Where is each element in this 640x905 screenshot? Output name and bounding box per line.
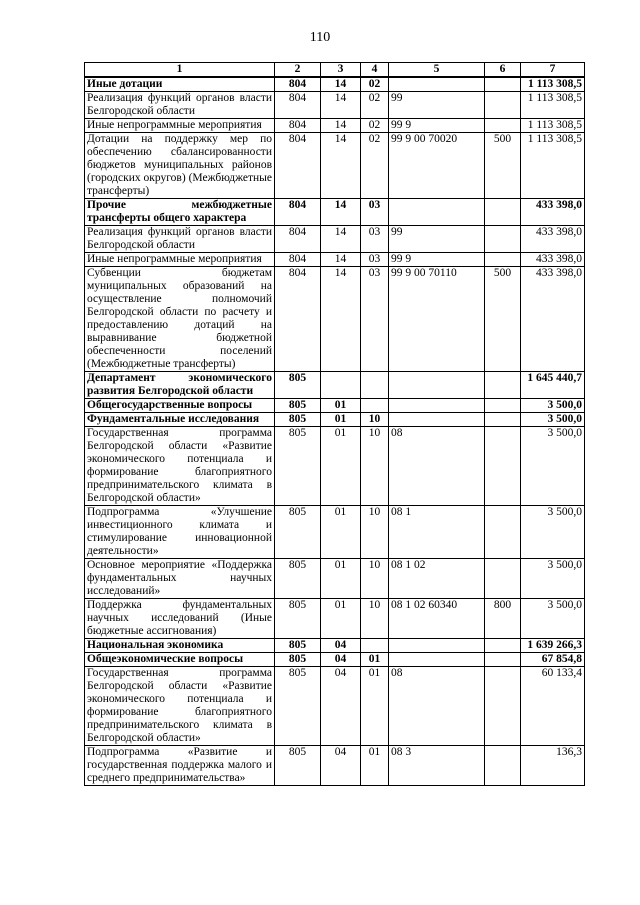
- row-target-article-cell: 99: [389, 226, 485, 253]
- table-row: [85, 653, 585, 667]
- row-section-cell: 14: [321, 92, 361, 119]
- row-amount-cell: 3 500,0: [521, 599, 585, 639]
- row-expense-type-cell: [485, 653, 521, 667]
- row-ved-cell: 804: [275, 199, 321, 226]
- row-expense-type-cell: [485, 119, 521, 133]
- column-header: 4: [361, 63, 389, 78]
- row-subsection-cell: 03: [361, 226, 389, 253]
- row-target-article-cell: [389, 77, 485, 92]
- row-section-cell: 14: [321, 119, 361, 133]
- row-name-cell: Департамент экономического развития Белгородской области: [85, 372, 275, 399]
- row-amount-cell: 1 113 308,5: [521, 77, 585, 92]
- row-subsection-cell: 01: [361, 746, 389, 786]
- row-expense-type-cell: [485, 413, 521, 427]
- column-header-row: [85, 63, 585, 78]
- row-amount-cell: 1 645 440,7: [521, 372, 585, 399]
- row-subsection-cell: 10: [361, 427, 389, 506]
- row-name-cell: Подпрограмма «Улучшение инвестиционного климата и стимулирование инновационной деятельности»: [85, 506, 275, 559]
- row-expense-type-cell: [485, 77, 521, 92]
- row-expense-type-cell: [485, 506, 521, 559]
- row-target-article-cell: 99 9 00 70020: [389, 133, 485, 199]
- row-ved-cell: 805: [275, 599, 321, 639]
- row-name-cell: Иные непрограммные мероприятия: [85, 119, 275, 133]
- row-section-cell: 04: [321, 653, 361, 667]
- row-expense-type-cell: [485, 199, 521, 226]
- column-header: 7: [521, 63, 585, 78]
- row-subsection-cell: [361, 399, 389, 413]
- table-row: [85, 746, 585, 786]
- row-subsection-cell: 03: [361, 267, 389, 372]
- row-subsection-cell: 02: [361, 92, 389, 119]
- row-amount-cell: 1 113 308,5: [521, 119, 585, 133]
- row-expense-type-cell: [485, 253, 521, 267]
- column-header: 2: [275, 63, 321, 78]
- row-expense-type-cell: [485, 226, 521, 253]
- row-ved-cell: 804: [275, 119, 321, 133]
- budget-table-body: [85, 77, 585, 786]
- row-name-cell: Подпрограмма «Развитие и государственная поддержка малого и среднего предпринимательства»: [85, 746, 275, 786]
- row-name-cell: Иные непрограммные мероприятия: [85, 253, 275, 267]
- row-section-cell: 14: [321, 253, 361, 267]
- row-amount-cell: 1 639 266,3: [521, 639, 585, 653]
- row-section-cell: 01: [321, 506, 361, 559]
- row-target-article-cell: 99 9: [389, 119, 485, 133]
- column-header: 1: [85, 63, 275, 78]
- row-name-cell: Поддержка фундаментальных научных исследований (Иные бюджетные ассигнования): [85, 599, 275, 639]
- row-ved-cell: 804: [275, 226, 321, 253]
- row-section-cell: 01: [321, 559, 361, 599]
- row-target-article-cell: 99 9 00 70110: [389, 267, 485, 372]
- row-ved-cell: 804: [275, 133, 321, 199]
- row-name-cell: Основное мероприятие «Поддержка фундаментальных научных исследований»: [85, 559, 275, 599]
- row-ved-cell: 805: [275, 506, 321, 559]
- row-target-article-cell: 08 1: [389, 506, 485, 559]
- table-row: [85, 199, 585, 226]
- row-expense-type-cell: 500: [485, 267, 521, 372]
- table-row: [85, 267, 585, 372]
- row-amount-cell: 3 500,0: [521, 399, 585, 413]
- row-section-cell: 14: [321, 77, 361, 92]
- row-ved-cell: 804: [275, 253, 321, 267]
- table-row: [85, 599, 585, 639]
- row-section-cell: 01: [321, 413, 361, 427]
- row-amount-cell: 60 133,4: [521, 667, 585, 746]
- table-row: [85, 372, 585, 399]
- table-row: [85, 413, 585, 427]
- row-ved-cell: 804: [275, 77, 321, 92]
- row-amount-cell: 3 500,0: [521, 413, 585, 427]
- column-header: 3: [321, 63, 361, 78]
- row-expense-type-cell: [485, 639, 521, 653]
- table-row: [85, 92, 585, 119]
- table-row: [85, 77, 585, 92]
- row-target-article-cell: 99 9: [389, 253, 485, 267]
- row-target-article-cell: [389, 639, 485, 653]
- row-section-cell: 04: [321, 639, 361, 653]
- row-section-cell: [321, 372, 361, 399]
- row-name-cell: Фундаментальные исследования: [85, 413, 275, 427]
- row-section-cell: 01: [321, 399, 361, 413]
- row-subsection-cell: 03: [361, 199, 389, 226]
- row-amount-cell: 67 854,8: [521, 653, 585, 667]
- row-name-cell: Иные дотации: [85, 77, 275, 92]
- row-section-cell: 01: [321, 599, 361, 639]
- row-section-cell: 14: [321, 267, 361, 372]
- row-amount-cell: 136,3: [521, 746, 585, 786]
- row-name-cell: Дотации на поддержку мер по обеспечению сбалансированности бюджетов муниципальных районов (городских округов) (Межбюджетные трансферты): [85, 133, 275, 199]
- row-amount-cell: 3 500,0: [521, 427, 585, 506]
- row-expense-type-cell: [485, 427, 521, 506]
- row-subsection-cell: [361, 639, 389, 653]
- row-expense-type-cell: [485, 92, 521, 119]
- row-subsection-cell: 10: [361, 413, 389, 427]
- row-target-article-cell: 99: [389, 92, 485, 119]
- row-ved-cell: 805: [275, 667, 321, 746]
- row-section-cell: 14: [321, 226, 361, 253]
- row-section-cell: 04: [321, 746, 361, 786]
- row-expense-type-cell: [485, 746, 521, 786]
- row-amount-cell: 1 113 308,5: [521, 133, 585, 199]
- row-target-article-cell: 08 3: [389, 746, 485, 786]
- row-name-cell: Общеэкономические вопросы: [85, 653, 275, 667]
- row-expense-type-cell: [485, 559, 521, 599]
- row-amount-cell: 3 500,0: [521, 506, 585, 559]
- row-expense-type-cell: 500: [485, 133, 521, 199]
- row-expense-type-cell: [485, 667, 521, 746]
- budget-table: [84, 62, 585, 786]
- row-expense-type-cell: 800: [485, 599, 521, 639]
- row-ved-cell: 805: [275, 413, 321, 427]
- row-ved-cell: 805: [275, 372, 321, 399]
- row-target-article-cell: [389, 199, 485, 226]
- table-row: [85, 119, 585, 133]
- row-subsection-cell: 01: [361, 653, 389, 667]
- row-target-article-cell: [389, 372, 485, 399]
- row-section-cell: 04: [321, 667, 361, 746]
- row-subsection-cell: 02: [361, 133, 389, 199]
- row-target-article-cell: [389, 653, 485, 667]
- row-amount-cell: 1 113 308,5: [521, 92, 585, 119]
- row-subsection-cell: 10: [361, 599, 389, 639]
- row-name-cell: Государственная программа Белгородской области «Развитие экономического потенциала и формирование благоприятного предпринимательского климата в Белгородской области»: [85, 667, 275, 746]
- row-target-article-cell: 08 1 02 60340: [389, 599, 485, 639]
- row-target-article-cell: 08 1 02: [389, 559, 485, 599]
- row-section-cell: 14: [321, 199, 361, 226]
- row-ved-cell: 804: [275, 267, 321, 372]
- row-amount-cell: 433 398,0: [521, 253, 585, 267]
- row-ved-cell: 805: [275, 639, 321, 653]
- row-expense-type-cell: [485, 372, 521, 399]
- row-name-cell: Прочие межбюджетные трансферты общего характера: [85, 199, 275, 226]
- row-target-article-cell: 08: [389, 427, 485, 506]
- row-target-article-cell: [389, 399, 485, 413]
- row-subsection-cell: [361, 372, 389, 399]
- table-row: [85, 506, 585, 559]
- row-subsection-cell: 02: [361, 77, 389, 92]
- row-name-cell: Общегосударственные вопросы: [85, 399, 275, 413]
- row-target-article-cell: [389, 413, 485, 427]
- row-ved-cell: 805: [275, 427, 321, 506]
- row-ved-cell: 805: [275, 653, 321, 667]
- table-row: [85, 226, 585, 253]
- row-target-article-cell: 08: [389, 667, 485, 746]
- row-name-cell: Государственная программа Белгородской области «Развитие экономического потенциала и формирование благоприятного предпринимательского климата в Белгородской области»: [85, 427, 275, 506]
- table-row: [85, 133, 585, 199]
- table-row: [85, 667, 585, 746]
- table-row: [85, 639, 585, 653]
- table-row: [85, 427, 585, 506]
- row-ved-cell: 805: [275, 746, 321, 786]
- row-section-cell: 14: [321, 133, 361, 199]
- row-section-cell: 01: [321, 427, 361, 506]
- row-subsection-cell: 10: [361, 506, 389, 559]
- column-header: 6: [485, 63, 521, 78]
- row-subsection-cell: 03: [361, 253, 389, 267]
- row-ved-cell: 805: [275, 559, 321, 599]
- table-row: [85, 559, 585, 599]
- table-row: [85, 253, 585, 267]
- row-ved-cell: 804: [275, 92, 321, 119]
- row-amount-cell: 433 398,0: [521, 267, 585, 372]
- row-ved-cell: 805: [275, 399, 321, 413]
- row-name-cell: Реализация функций органов власти Белгородской области: [85, 92, 275, 119]
- row-amount-cell: 433 398,0: [521, 226, 585, 253]
- column-header: 5: [389, 63, 485, 78]
- row-name-cell: Национальная экономика: [85, 639, 275, 653]
- row-name-cell: Реализация функций органов власти Белгородской области: [85, 226, 275, 253]
- page-number: 110: [309, 30, 331, 45]
- row-expense-type-cell: [485, 399, 521, 413]
- row-amount-cell: 3 500,0: [521, 559, 585, 599]
- row-name-cell: Субвенции бюджетам муниципальных образований на осуществление полномочий Белгородской области по расчету и предоставлению дотаций на выравнивание бюджетной обеспеченности поселений (Межбюджетные трансферты): [85, 267, 275, 372]
- row-subsection-cell: 10: [361, 559, 389, 599]
- row-subsection-cell: 02: [361, 119, 389, 133]
- table-row: [85, 399, 585, 413]
- row-amount-cell: 433 398,0: [521, 199, 585, 226]
- row-subsection-cell: 01: [361, 667, 389, 746]
